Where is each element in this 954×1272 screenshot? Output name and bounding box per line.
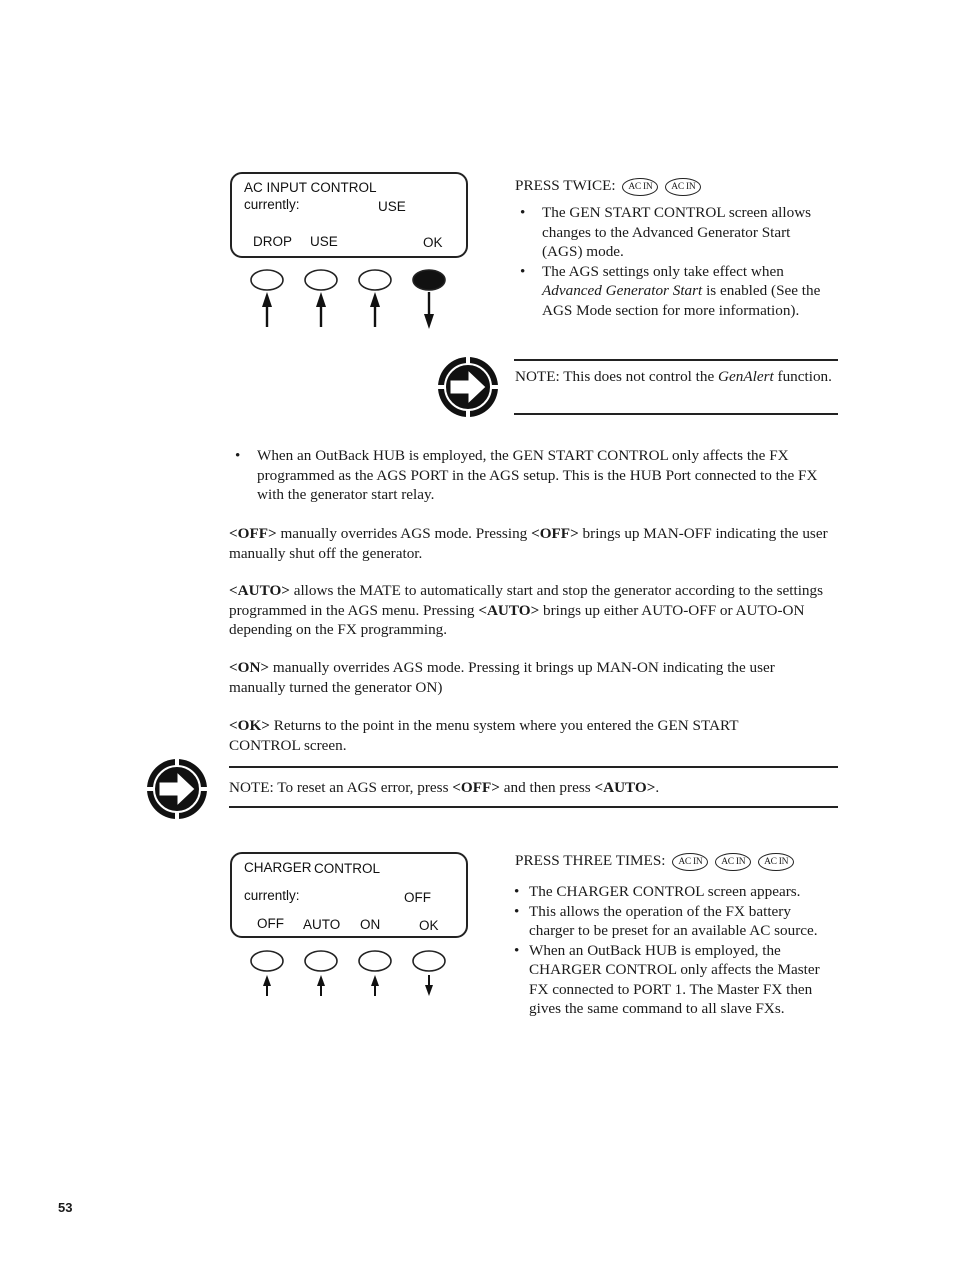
soft-key-1[interactable] [251, 951, 283, 971]
ac-in-button-icon: AC IN [665, 178, 701, 196]
bullet-text: The AGS settings only take effect when [542, 262, 784, 280]
off-key-label: <OFF> [229, 525, 277, 542]
list-item [229, 446, 829, 505]
arrow-down-icon [424, 292, 434, 329]
note-top-divider [514, 359, 838, 361]
soft-key-label-on: ON [360, 917, 381, 932]
bullet-text: When an OutBack HUB is employed, the GEN START CONTROL only affects the FX programmed as the AGS PORT in the AGS setup. This is the HUB Port connected to the FX with the generator start relay. [257, 447, 818, 503]
note2-bottom-divider [229, 806, 838, 808]
arrow-up-icon [371, 975, 379, 996]
ok-key-label: <OK> [229, 717, 270, 734]
soft-key-2[interactable] [305, 951, 337, 971]
note-italic-text: GenAlert [718, 368, 774, 385]
off-paragraph [229, 524, 834, 563]
lcd-title-part2: CONTROL [314, 861, 381, 876]
note2-top-divider [229, 766, 838, 768]
soft-key-label-drop: DROP [253, 234, 293, 249]
on-key-label: <ON> [229, 659, 270, 676]
paragraph-text: manually overrides AGS mode. Pressing [276, 525, 532, 542]
soft-key-3[interactable] [359, 270, 391, 290]
list-item [514, 941, 834, 1019]
soft-key-4[interactable] [413, 951, 445, 971]
charger-bullet-list [514, 882, 834, 1019]
arrow-up-icon [316, 292, 326, 327]
arrow-up-icon [370, 292, 380, 327]
hub-bullet-list [229, 446, 829, 505]
note-ags-error [229, 778, 834, 798]
soft-key-label-auto: AUTO [303, 917, 341, 932]
ac-in-button-icon: AC IN [758, 853, 794, 871]
list-item [514, 882, 834, 902]
soft-key-label-ok: OK [419, 918, 439, 933]
ok-paragraph [229, 716, 809, 755]
charger-lcd-screen [230, 852, 468, 938]
ac-input-lcd-screen [230, 172, 468, 258]
bullet-text: The GEN START CONTROL screen allows changes to the Advanced Generator Start (AGS) mode. [542, 204, 812, 260]
lcd-current-value: OFF [404, 890, 431, 905]
paragraph-text: brings up MAN-OFF indicating the user manually shut off the generator. [229, 525, 828, 562]
note-text: NOTE: To reset an AGS error, press [229, 779, 453, 796]
auto-paragraph [229, 581, 834, 640]
soft-key-4-pressed[interactable] [413, 270, 445, 290]
off-key-label: <OFF> [452, 779, 500, 796]
page-number: 53 [58, 1200, 73, 1215]
bullet-text: is enabled (See the AGS Mode section for more information). [542, 282, 821, 319]
note-text: function. [773, 368, 832, 385]
ac-in-button-icon: AC IN [622, 178, 658, 196]
soft-key-2[interactable] [305, 270, 337, 290]
auto-key-label: <AUTO> [594, 779, 656, 796]
soft-key-label-off: OFF [257, 916, 284, 931]
note-text: and then press [499, 779, 595, 796]
bullet-text: When an OutBack HUB is employed, the CHARGER CONTROL only affects the Master FX connected to PORT 1. The Master FX then gives the same command to all slave FXs. [529, 941, 820, 1017]
auto-key-label: <AUTO> [478, 601, 540, 619]
soft-key-label-use: USE [310, 234, 338, 249]
paragraph-text: allows the MATE to automatically start and stop the generator according to the settings programmed in the AGS menu. Pressing [229, 582, 824, 619]
auto-key-label: <AUTO> [229, 582, 290, 599]
lcd-title: AC INPUT CONTROL [244, 180, 377, 195]
ac-input-bullet-list [514, 203, 834, 320]
arrow-up-icon [317, 975, 325, 996]
list-item [514, 203, 834, 262]
paragraph-text: Returns to the point in the menu system where you entered the GEN START CONTROL screen. [229, 717, 739, 754]
soft-key-1[interactable] [251, 270, 283, 290]
soft-key-3[interactable] [359, 951, 391, 971]
ac-input-press-instruction [515, 176, 845, 196]
press-label: PRESS TWICE: [515, 177, 616, 194]
bullet-italic-text: Advanced Generator Start [542, 282, 703, 299]
on-paragraph [229, 658, 834, 697]
note-arrow-icon [145, 757, 209, 821]
note-genalert [515, 367, 835, 387]
paragraph-text: manually overrides AGS mode. Pressing it brings up MAN-ON indicating the user manually turned the generator ON) [229, 659, 775, 696]
lcd-current-value: USE [378, 199, 406, 214]
paragraph-text: brings up either AUTO-OFF or AUTO-ON depending on the FX programming. [229, 601, 805, 638]
off-key-label: <OFF> [531, 525, 579, 542]
charger-press-instruction [515, 851, 845, 871]
bullet-text: The CHARGER CONTROL screen appears. [529, 883, 801, 900]
press-label: PRESS THREE TIMES: [515, 852, 666, 869]
arrow-down-icon [425, 975, 433, 996]
list-item [514, 262, 834, 321]
note-text: NOTE: This does not control the [515, 368, 719, 385]
soft-key-label-ok: OK [423, 235, 443, 250]
lcd-title-part1: CHARGER [244, 860, 312, 875]
lcd-currently-label: currently: [244, 888, 300, 903]
arrow-up-icon [263, 975, 271, 996]
lcd-currently-label: currently: [244, 197, 300, 212]
note-arrow-icon [436, 355, 500, 419]
ac-in-button-icon: AC IN [672, 853, 708, 871]
list-item [514, 902, 834, 941]
ac-input-soft-keys [240, 265, 470, 335]
note-text: . [655, 779, 660, 796]
charger-soft-keys [240, 946, 470, 1000]
arrow-up-icon [262, 292, 272, 327]
ac-in-button-icon: AC IN [715, 853, 751, 871]
bullet-text: This allows the operation of the FX battery charger to be preset for an available AC source. [529, 902, 818, 939]
note-bottom-divider [514, 413, 838, 415]
